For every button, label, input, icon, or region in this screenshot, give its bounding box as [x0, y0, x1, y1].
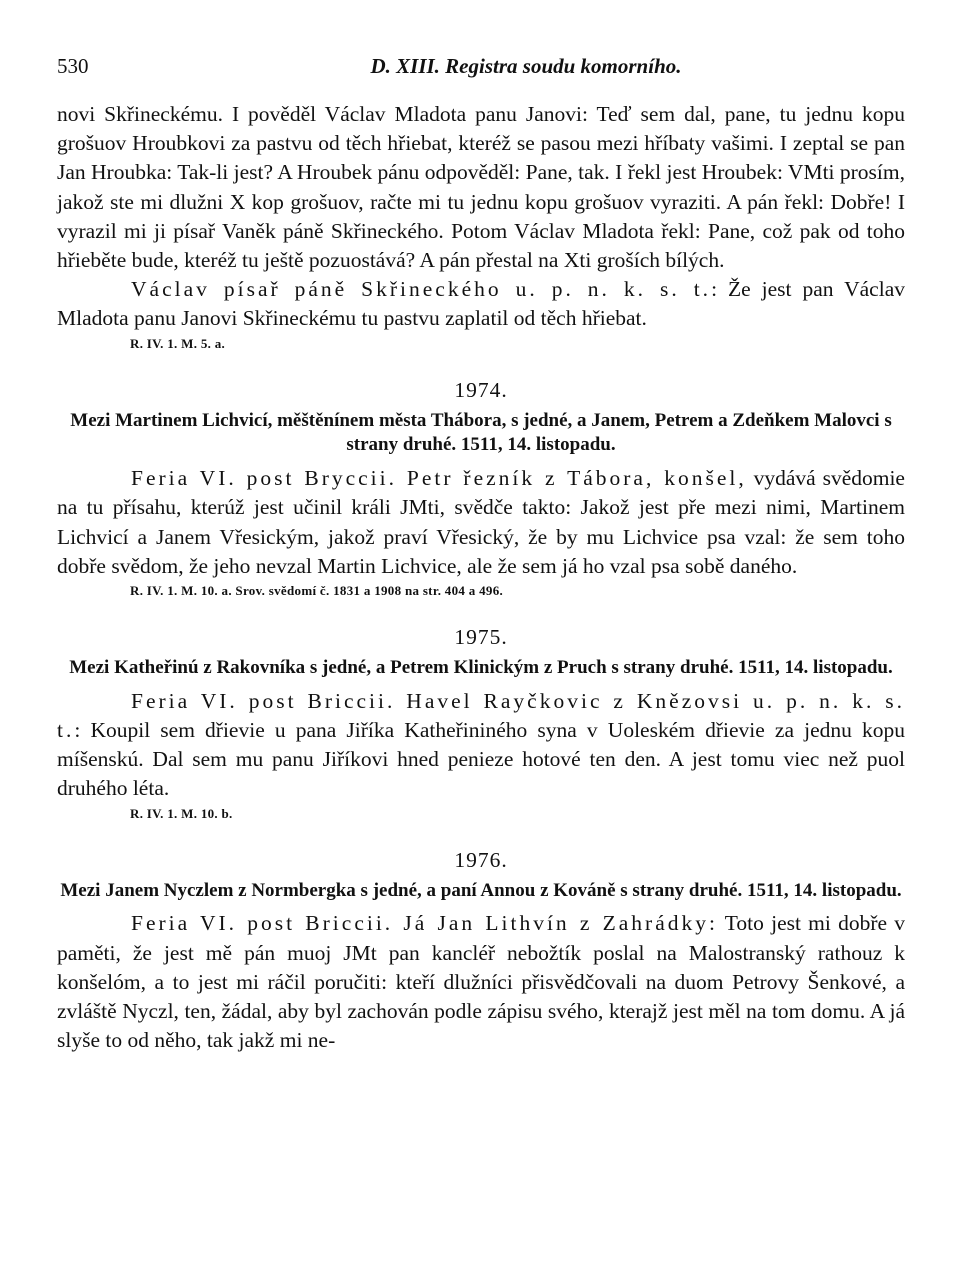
- running-title: D. XIII. Registra soudu komorního.: [370, 54, 682, 78]
- entry-number: 1975.: [454, 625, 508, 650]
- entry-opening: Feria VI. post Briccii. Já Jan Lithvín z Zahrádky:: [131, 911, 718, 936]
- entry-text: [57, 464, 905, 581]
- entry-text: [57, 687, 905, 804]
- entry-text: [57, 909, 905, 1055]
- document-page: [57, 48, 905, 1055]
- running-header: [57, 48, 905, 88]
- entry-1975: [57, 625, 905, 822]
- entry-summary: Mezi Martinem Lichvicí, měštěnínem města Thábora, s jedné, a Janem, Petrem a Zdeňkem Malovci s strany druhé. 1511, 14. listopadu.: [70, 409, 892, 456]
- entry-body: Toto jest mi dobře v paměti, že jest mě pán muoj JMt pan kancléř nebožtík poslal na Malostranský rathouz k konšelóm, a to jest mi ráčil poručiti: kteří dlužníci přisvědčovali na duom Petrovy Šenkové, a zvláště Nyczl, ten, žádal, aby byl zachován podle zápisu svého, kterajž jest měl na tom domu. A já slyše to od něho, tak jakž mi ne-: [57, 911, 905, 1053]
- entry-1976: [57, 848, 905, 1056]
- entry-paragraph: [57, 464, 905, 581]
- source-reference: R. IV. 1. M. 10. a. Srov. svědomí č. 1831 a 1908 na str. 404 a 496.: [130, 583, 504, 599]
- entry-body: : Koupil sem dřievie u pana Jiříka Katheřininého syna v Uoleském dřievie za jednu kopu míšenskú. Dal sem mu panu Jiříkovi hned penieze hotové ten den. A jest tomu viec než puol druhého léta.: [57, 718, 905, 801]
- entry-paragraph: [57, 909, 905, 1055]
- entry-1974: [57, 378, 905, 599]
- continuation-text: [57, 100, 905, 334]
- witness-paragraph: [57, 275, 905, 333]
- entry-summary: Mezi Katheřinú z Rakovníka s jedné, a Petrem Klinickým z Pruch s strany druhé. 1511, 14. listopadu.: [69, 657, 893, 679]
- entry-opening: Feria VI. post Briccii. Havel Rayčkovic z Knězovsi u. p. n. k. s. t.: [57, 688, 905, 743]
- source-reference: R. IV. 1. M. 5. a.: [130, 335, 226, 351]
- source-reference: R. IV. 1. M. 10. b.: [130, 805, 233, 821]
- entry-paragraph: [57, 687, 905, 804]
- entry-summary: Mezi Janem Nyczlem z Normbergka s jedné, a paní Annou z Kováně s strany druhé. 1511, 14. listopadu.: [60, 879, 902, 901]
- entry-body: vydává svědomie na tu přísahu, kterúž jest učinil králi JMti, svědče takto: Jakož jest pře mezi nimi, Martinem Lichvicí a Janem Vřesickým, jakož praví Vřesický, že by mu Lichvice psa vzal: že sem toho dobře svědom, že jeho nevzal Martin Lichvice, ale že sem já ho vzal psa sobě daného.: [57, 466, 905, 578]
- page-number: 530: [57, 54, 89, 78]
- witness-name: Václav písař páně Skřineckého u. p. n. k. s. t.: [131, 277, 712, 302]
- entry-number: 1974.: [454, 377, 508, 402]
- entry-number: 1976.: [454, 847, 508, 872]
- continuation-paragraph: novi Skřineckému. I pověděl Václav Mladota panu Janovi: Teď sem dal, pane, tu jednu kopu grošuov Hroubkovi za pastvu od těch hřiebat, kteréž se pasou mezi hříbaty vašimi. I zeptal se pan Jan Hroubka: Tak-li jest? A Hroubek pánu odpověděl: Pane, tak. I řekl jest Hroubek: VMti prosím, jakož ste mi dlužni X kop grošuov, račte mi tu jednu kopu grošuov vyraziti. A pán řekl: Dobře! I vyrazil mi ji písař Vaněk páně Skřineckého. Potom Václav Mladota řekl: Pane, což pak od toho hřieběte bude, kteréž tu ještě pozuostává? A pán přestal na Xti groších bílých.: [57, 102, 905, 273]
- entry-opening: Feria VI. post Bryccii. Petr řezník z Tábora, konšel,: [131, 466, 747, 491]
- witness-statement: : Že jest pan Václav Mladota panu Janovi Skřineckému tu pastvu zaplatil od těch hřiebat.: [57, 277, 905, 331]
